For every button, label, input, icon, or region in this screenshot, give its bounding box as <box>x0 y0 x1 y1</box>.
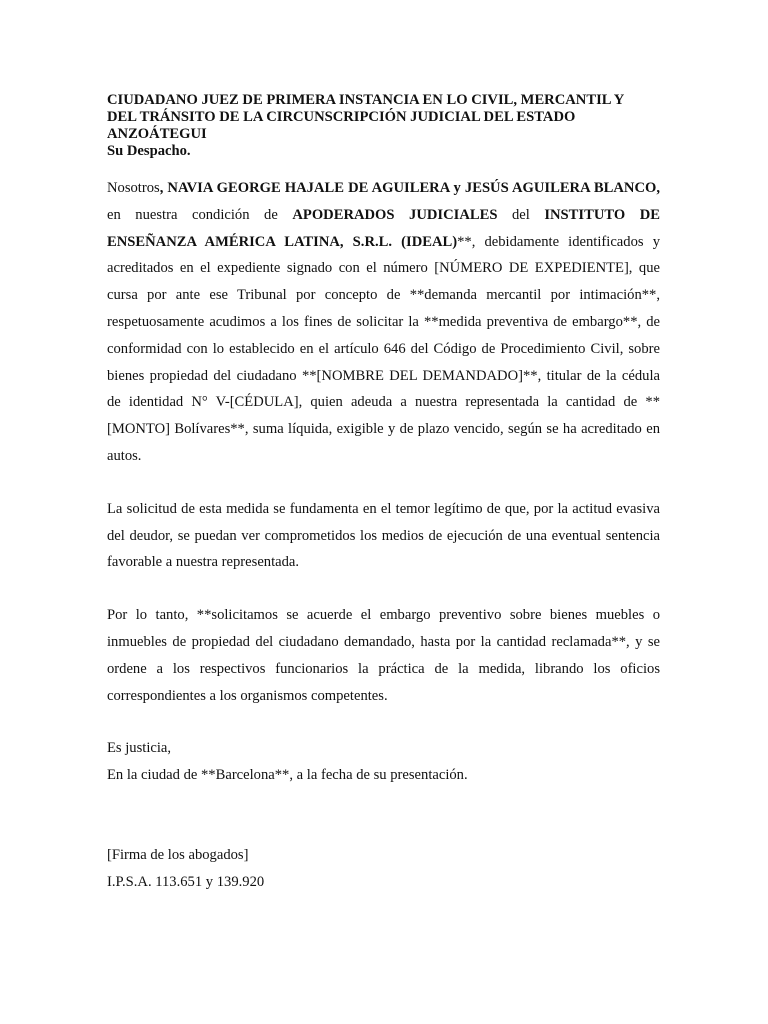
signature-line-2: I.P.S.A. 113.651 y 139.920 <box>107 873 265 890</box>
paragraph-petition <box>107 175 660 470</box>
paragraph-grounds: La solicitud de esta medida se fundamenta en el temor legítimo de que, por la actitud evasiva del deudor, se puedan ver comprometidos los medios de ejecución de una eventual sentencia favorable a nuestra representada. <box>107 500 660 571</box>
closing-line-1: Es justicia, <box>107 740 172 757</box>
closing-line-2: En la ciudad de **Barcelona**, a la fecha de su presentación. <box>107 767 468 784</box>
header-line-3: ANZOÁTEGUI <box>107 126 207 142</box>
p1-text-2: en nuestra condición de <box>107 206 293 223</box>
addressee-header <box>107 92 660 160</box>
document-page <box>107 92 660 896</box>
header-subtitle: Su Despacho. <box>107 143 191 159</box>
p1-bold-names: , NAVIA GEORGE HAJALE DE AGUILERA y JESÚS AGUILERA BLANCO, <box>159 180 660 196</box>
p1-text-3: del <box>497 206 545 223</box>
p1-text-1: Nosotros <box>107 180 160 196</box>
paragraph-request: Por lo tanto, **solicitamos se acuerde el embargo preventivo sobre bienes muebles o inmuebles de propiedad del ciudadano demandado, hasta por la cantidad reclamada**, y se ordene a los respectivos funcionarios la práctica de la medida, librando los oficios correspondientes a los organismos competentes. <box>107 607 660 704</box>
header-line-1: CIUDADANO JUEZ DE PRIMERA INSTANCIA EN LO CIVIL, MERCANTIL Y <box>107 92 625 108</box>
p1-bold-institution: INSTITUTO DE ENSEÑANZA AMÉRICA LATINA, S.R.L. (IDEAL) <box>107 206 660 250</box>
header-line-2: DEL TRÁNSITO DE LA CIRCUNSCRIPCIÓN JUDICIAL DEL ESTADO <box>107 109 576 125</box>
p1-text-4: **, debidamente identificados y acreditados en el expediente signado con el número [NÚMERO DE EXPEDIENTE], que cursa por ante ese Tribunal por concepto de **demanda mercantil por intimación**, respetuosamente acudimos a los fines de solicitar la **medida preventiva de embargo**, de conformidad con lo establecido en el artículo 646 del Código de Procedimiento Civil, sobre bienes propiedad del ciudadano **[NOMBRE DEL DEMANDADO]**, titular de la cédula de identidad N° V-[CÉDULA], quien adeuda a nuestra representada la cantidad de **[MONTO] Bolívares**, suma líquida, exigible y de plazo vencido, según se ha acreditado en autos. <box>107 233 660 464</box>
signature-block <box>107 842 660 896</box>
p1-bold-role: APODERADOS JUDICIALES <box>292 206 498 223</box>
signature-line-1: [Firma de los abogados] <box>107 846 249 863</box>
closing-block <box>107 735 660 789</box>
